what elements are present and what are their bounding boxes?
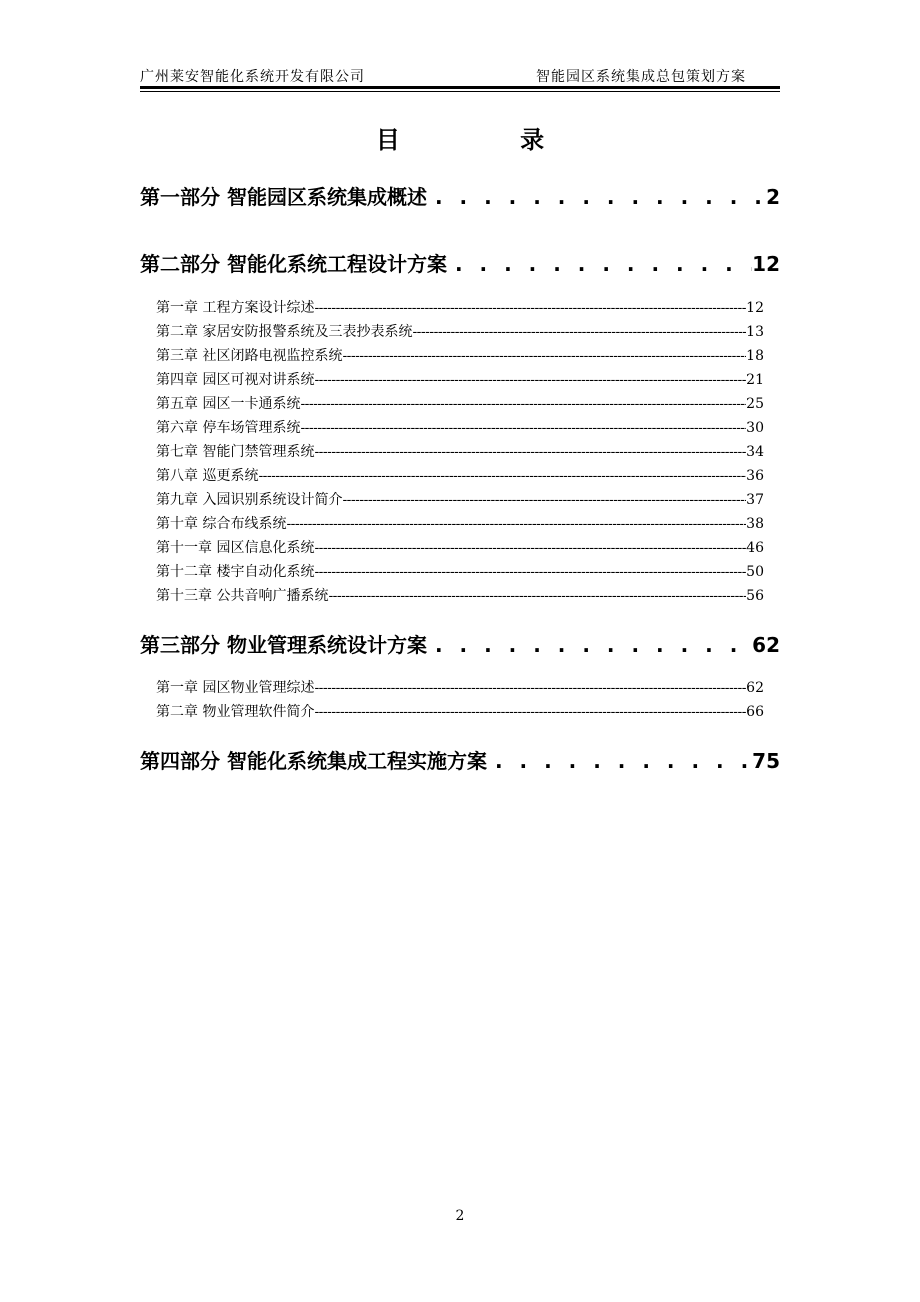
toc-chapter-label: 第十二章 楼宇自动化系统 (156, 564, 315, 580)
toc-chapter[interactable] (156, 465, 764, 485)
toc-chapter[interactable] (156, 369, 764, 389)
toc-chapter-label: 第一章 园区物业管理综述 (156, 680, 315, 696)
toc-part-page: 75 (752, 749, 780, 773)
leader-dashes (300, 420, 746, 436)
toc-part-page: 2 (766, 185, 780, 209)
toc-part-page: 12 (752, 252, 780, 276)
leader-dashes (300, 396, 746, 412)
toc-part-3[interactable] (140, 629, 780, 658)
toc-chapter-page: 30 (746, 420, 764, 436)
page-header (140, 66, 780, 86)
leader-dots (487, 749, 752, 773)
toc-chapter-page: 21 (746, 372, 764, 388)
toc-part-label: 第一部分 智能园区系统集成概述 (140, 185, 427, 209)
leader-dashes (314, 372, 746, 388)
leader-dashes (412, 324, 746, 340)
toc-chapter[interactable] (156, 393, 764, 413)
toc-part-page: 62 (752, 633, 780, 657)
toc-part-2[interactable] (140, 248, 780, 277)
toc-part-4[interactable] (140, 745, 780, 774)
toc-chapter-label: 第三章 社区闭路电视监控系统 (156, 348, 343, 364)
toc-chapter-label: 第十一章 园区信息化系统 (156, 540, 315, 556)
toc-chapter[interactable] (156, 345, 764, 365)
header-rule-thick (140, 86, 780, 89)
leader-dashes (314, 564, 746, 580)
toc-chapter-page: 66 (746, 704, 764, 720)
toc-chapter-label: 第七章 智能门禁管理系统 (156, 444, 315, 460)
toc-chapter-page: 18 (746, 348, 764, 364)
toc-chapter[interactable] (156, 489, 764, 509)
leader-dashes (342, 348, 746, 364)
toc-chapter-page: 46 (746, 540, 764, 556)
toc-chapter[interactable] (156, 677, 764, 697)
toc-chapter-page: 34 (746, 444, 764, 460)
toc-chapter[interactable] (156, 417, 764, 437)
leader-dashes (314, 300, 746, 316)
toc-chapter[interactable] (156, 701, 764, 721)
toc-chapter-label: 第二章 家居安防报警系统及三表抄表系统 (156, 324, 413, 340)
toc-chapter-label: 第五章 园区一卡通系统 (156, 396, 301, 412)
toc-chapter[interactable] (156, 561, 764, 581)
toc-chapter-label: 第六章 停车场管理系统 (156, 420, 301, 436)
toc-chapter-page: 36 (746, 468, 764, 484)
toc-chapter-label: 第十章 综合布线系统 (156, 516, 287, 532)
footer-page-number: 2 (455, 1208, 465, 1224)
toc-chapter[interactable] (156, 297, 764, 317)
toc-chapter-label: 第二章 物业管理软件简介 (156, 704, 315, 720)
toc-chapter-page: 37 (746, 492, 764, 508)
toc-chapter[interactable] (156, 537, 764, 557)
toc-chapter[interactable] (156, 585, 764, 605)
toc-chapter-page: 62 (746, 680, 764, 696)
leader-dots (427, 633, 752, 657)
toc-part-label: 第二部分 智能化系统工程设计方案 (140, 252, 447, 276)
toc-title: 目 录 (375, 126, 601, 154)
leader-dashes (314, 540, 746, 556)
leader-dots (427, 185, 766, 209)
header-rule-thin (140, 91, 780, 92)
leader-dashes (328, 588, 746, 604)
toc-part-label: 第四部分 智能化系统集成工程实施方案 (140, 749, 487, 773)
toc-chapter-page: 56 (746, 588, 764, 604)
leader-dashes (314, 680, 746, 696)
toc-chapter-label: 第一章 工程方案设计综述 (156, 300, 315, 316)
header-company: 广州莱安智能化系统开发有限公司 (140, 69, 365, 85)
toc-chapter-page: 12 (746, 300, 764, 316)
leader-dots (447, 252, 752, 276)
toc-chapter[interactable] (156, 321, 764, 341)
toc-chapter-page: 13 (746, 324, 764, 340)
toc-chapter-page: 38 (746, 516, 764, 532)
toc-chapter-label: 第十三章 公共音响广播系统 (156, 588, 329, 604)
toc-chapter[interactable] (156, 441, 764, 461)
toc-chapter-label: 第九章 入园识别系统设计简介 (156, 492, 343, 508)
header-doc-title: 智能园区系统集成总包策划方案 (536, 69, 746, 85)
toc-part-1[interactable] (140, 181, 780, 210)
toc-chapter-page: 50 (746, 564, 764, 580)
toc-chapter-page: 25 (746, 396, 764, 412)
toc-chapter-label: 第四章 园区可视对讲系统 (156, 372, 315, 388)
toc-chapter[interactable] (156, 513, 764, 533)
leader-dashes (314, 704, 746, 720)
leader-dashes (314, 444, 746, 460)
leader-dashes (286, 516, 746, 532)
leader-dashes (258, 468, 746, 484)
toc-chapter-label: 第八章 巡更系统 (156, 468, 259, 484)
leader-dashes (342, 492, 746, 508)
toc-part-label: 第三部分 物业管理系统设计方案 (140, 633, 427, 657)
